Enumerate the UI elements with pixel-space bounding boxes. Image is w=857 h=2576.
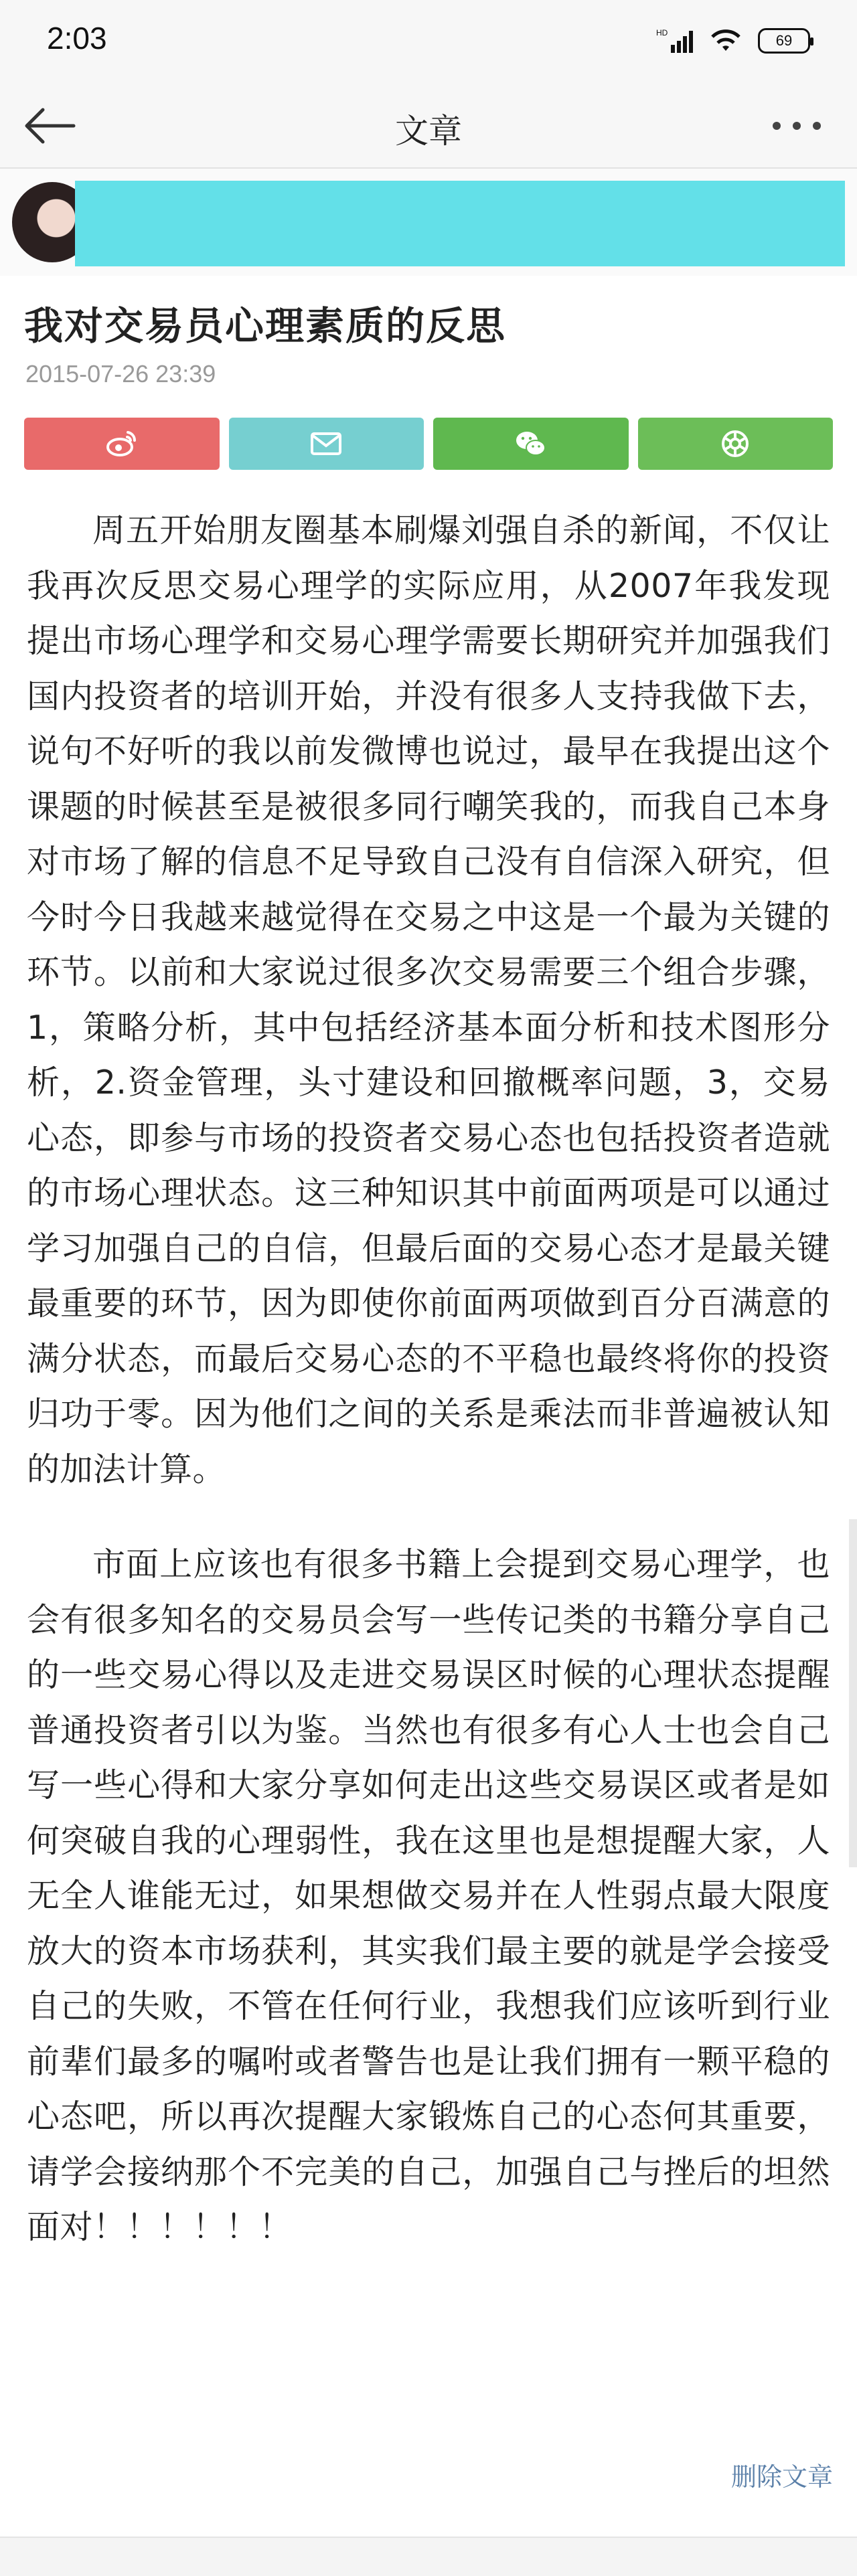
- article-date: 2015-07-26 23:39: [25, 360, 216, 388]
- redaction-cover: [75, 181, 845, 266]
- share-weibo-button[interactable]: [24, 418, 220, 470]
- share-message-button[interactable]: [229, 418, 424, 470]
- signal-icon: [656, 27, 694, 54]
- article-paragraph-2: 市面上应该也有很多书籍上会提到交易心理学，也会有很多知名的交易员会写一些传记类的书籍分享自己的一些交易心得以及走进交易误区时候的心理状态提醒普通投资者引以为鉴。当然也有很多有心人士也会自己写一些心得和大家分享如何走出这些交易误区或者是如何突破自我的心理弱性，我在这里也是想提醒大家，人无全人谁能无过，如果想做交易并在人性弱点最大限度放大的资本市场获利，其实我们最主要的就是学会接受自己的失败，不管在任何行业，我想我们应该听到行业前辈们最多的嘱咐或者警告也是让我们拥有一颗平稳的心态吧，所以再次提醒大家锻炼自己的心态何其重要，请学会接纳那个不完美的自己，加强自己与挫后的坦然面对！！！！！！: [27, 1545, 830, 2246]
- wifi-icon: [710, 28, 742, 54]
- status-time: 2:03: [47, 21, 107, 56]
- weibo-icon: [104, 426, 140, 462]
- more-dots-icon: [763, 99, 830, 153]
- share-row: [24, 418, 833, 470]
- battery-indicator: 69: [758, 28, 810, 54]
- author-row: [0, 169, 857, 276]
- svg-text:HD: HD: [656, 28, 668, 37]
- article-body: [27, 503, 830, 2255]
- nav-bar: [0, 80, 857, 169]
- scrollbar[interactable]: [849, 1519, 857, 1867]
- status-bar: [0, 0, 857, 80]
- wechat-icon: [513, 426, 549, 462]
- delete-article-link[interactable]: 删除文章: [730, 2462, 833, 2492]
- bottom-bar: [0, 2537, 857, 2576]
- page-title: 文章: [395, 112, 462, 151]
- redaction-patch: [704, 345, 835, 400]
- more-options-button[interactable]: [763, 99, 830, 153]
- status-icons: [656, 24, 810, 58]
- share-moments-button[interactable]: [638, 418, 834, 470]
- article-paragraph-1: 周五开始朋友圈基本刷爆刘强自杀的新闻，不仅让我再次反思交易心理学的实际应用，从2007年我发现提出市场心理学和交易心理学需要长期研究并加强我们国内投资者的培训开始，并没有很多人支持我做下去，说句不好听的我以前发微博也说过，最早在我提出这个课题的时候甚至是被很多同行嘲笑我的，而我自己本身对市场了解的信息不足导致自己没有自信深入研究，但今时今日我越来越觉得在交易之中这是一个最为关键的环节。以前和大家说过很多次交易需要三个组合步骤，1，策略分析，其中包括经济基本面分析和技术图形分析，2.资金管理，头寸建设和回撤概率问题，3，交易心态，即参与市场的投资者交易心态也包括投资者造就的市场心理状态。这三种知识其中前面两项是可以通过学习加强自己的自信，但最后面的交易心态才是最关键最重要的环节，因为即使你前面两项做到百分百满意的满分状态，而最后交易心态的不平稳也最终将你的投资归功于零。因为他们之间的关系是乘法而非普遍被认知的加法计算。: [27, 511, 830, 1488]
- message-icon: [308, 426, 344, 462]
- moments-icon: [717, 426, 753, 462]
- share-wechat-button[interactable]: [433, 418, 629, 470]
- article-title: 我对交易员心理素质的反思: [24, 303, 507, 349]
